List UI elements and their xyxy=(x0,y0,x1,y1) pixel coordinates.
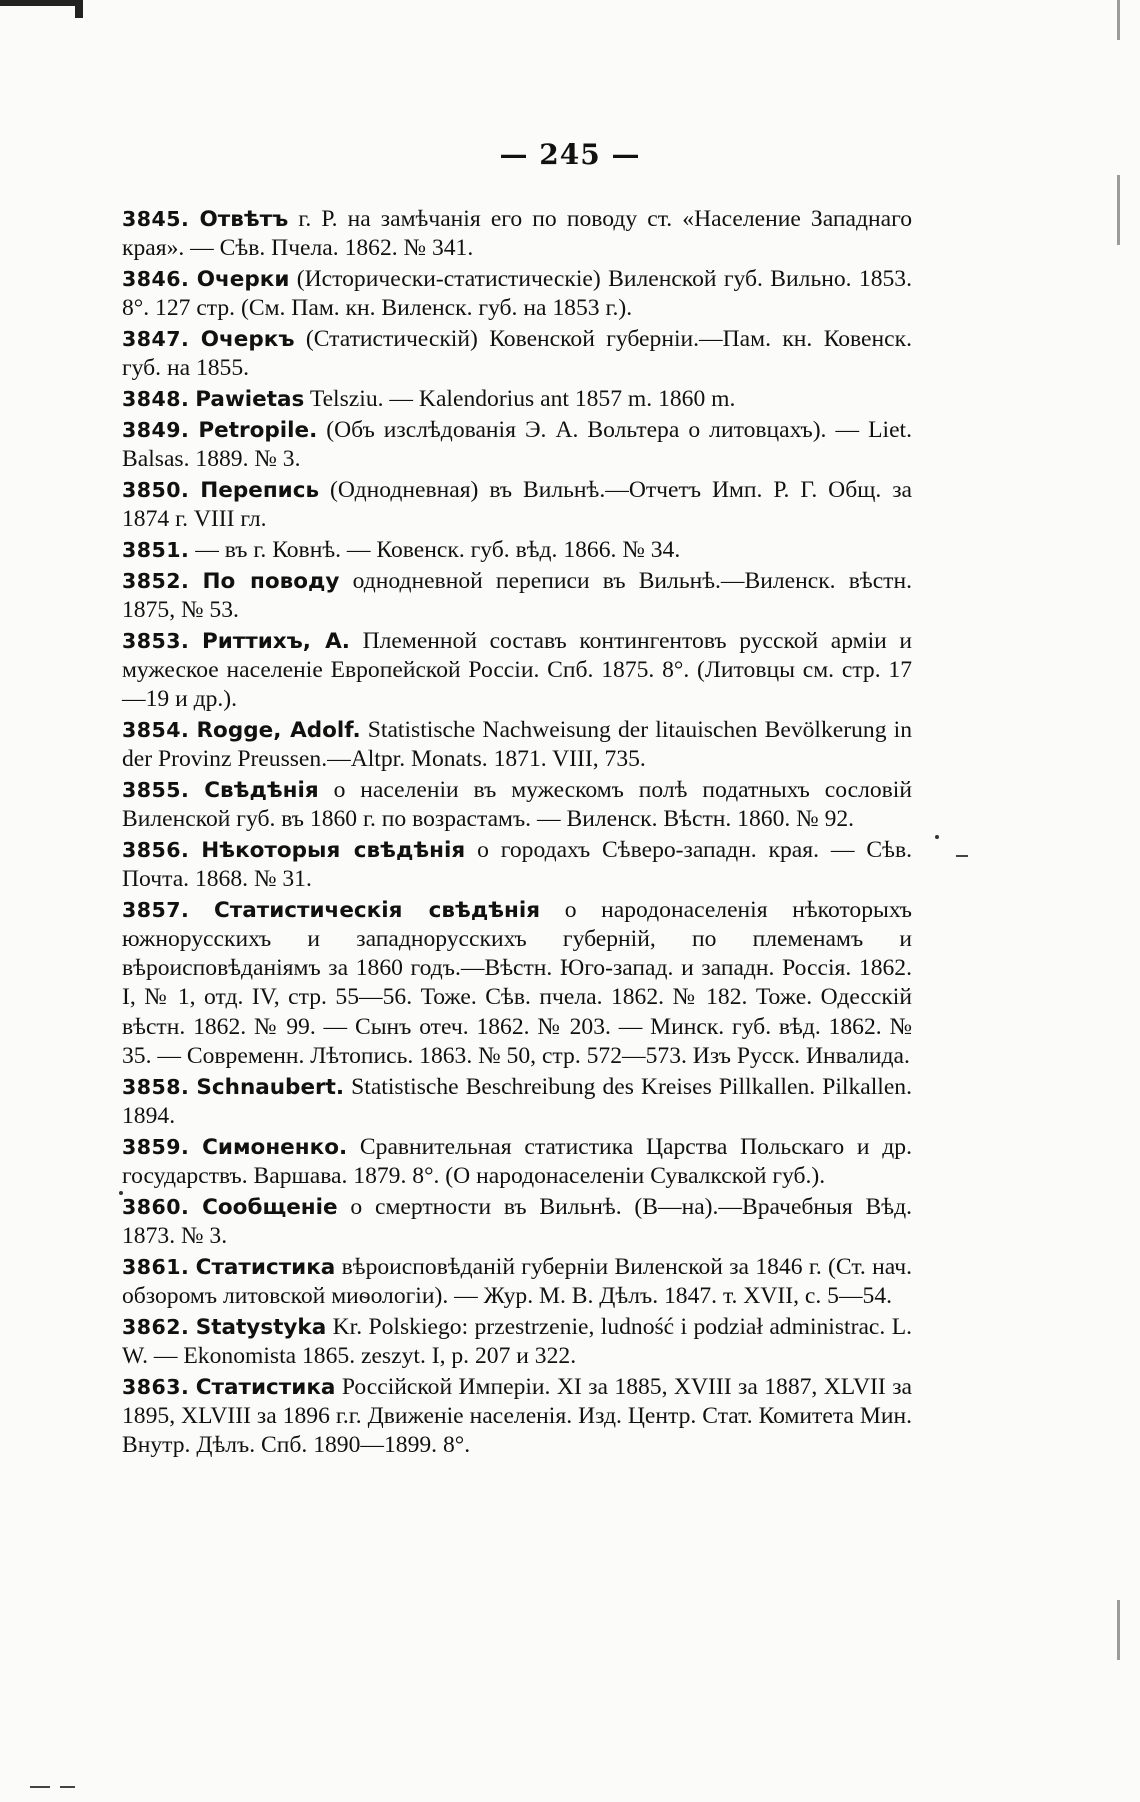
bibliography-entry xyxy=(122,205,912,263)
bibliography-entry xyxy=(122,776,912,834)
bibliography-entry xyxy=(122,385,912,414)
entry-number: 3853. xyxy=(122,628,190,653)
entry-text: Племенной составъ контингентовъ русской арміи и мужеское населеніе Европейской Россіи. Спб. 1875. 8°. (Литовцы см. стр. 17—19 и др.). xyxy=(122,627,913,712)
bibliography-entry xyxy=(122,836,912,894)
entry-text: Telsziu. — Kalendorius ant 1857 m. 1860 m. xyxy=(304,386,736,412)
right-edge-mark xyxy=(1117,1600,1120,1660)
entry-number: 3848. xyxy=(122,387,190,411)
entry-number: 3855. xyxy=(122,777,190,802)
entry-heading: Свѣдѣнія xyxy=(204,777,319,803)
entry-heading: Очерки xyxy=(196,267,290,292)
entry-number: 3852. xyxy=(122,568,190,593)
entry-heading: Petropile. xyxy=(198,417,318,443)
entry-number: 3862. xyxy=(122,1314,190,1339)
entry-heading: Перепись xyxy=(200,477,320,503)
entry-heading: Нѣкоторыя свѣдѣнія xyxy=(201,837,466,863)
bibliography-entry xyxy=(122,567,912,625)
margin-dot xyxy=(935,835,939,839)
bibliography-entry xyxy=(122,716,912,774)
bibliography-entry xyxy=(122,1193,912,1251)
entry-text: — въ г. Ковнѣ. — Ковенск. губ. вѣд. 1866. № 34. xyxy=(189,536,681,563)
margin-dash xyxy=(956,855,968,857)
entry-number: 3850. xyxy=(122,477,190,502)
entry-number: 3857. xyxy=(122,897,190,922)
entry-number: 3846. xyxy=(122,267,190,291)
bibliography-entry xyxy=(122,1073,912,1131)
bibliography-entry xyxy=(122,325,912,383)
entry-heading: Статистическія свѣдѣнія xyxy=(214,897,541,923)
entry-number: 3861. xyxy=(122,1254,190,1279)
bibliography-entry xyxy=(122,627,912,715)
bibliography-entry xyxy=(122,416,912,474)
entry-number: 3849. xyxy=(122,417,190,442)
entry-heading: Очеркъ xyxy=(200,327,295,352)
entry-heading: Сообщеніе xyxy=(202,1194,338,1220)
bibliography-entry xyxy=(122,1313,912,1371)
entry-number: 3856. xyxy=(122,837,190,862)
entry-number: 3860. xyxy=(122,1194,190,1219)
entry-text: (Однодневная) въ Вильнѣ.—Отчетъ Имп. Р. Г. Общ. за 1874 г. VIII гл. xyxy=(122,476,912,532)
bibliography-entry xyxy=(122,476,912,534)
corner-mark xyxy=(0,0,83,18)
entry-heading: Симоненко. xyxy=(202,1134,348,1160)
entry-heading: Статистика xyxy=(195,1254,336,1280)
bottom-dash xyxy=(30,1786,50,1788)
entry-number: 3854. xyxy=(122,717,190,742)
entry-text: вѣроисповѣданій губерніи Виленской за 1846 г. (Ст. нач. обзоромъ литовской миѳологіи). — Жур. М. В. Дѣлъ. 1847. т. XVII, с. 5—54. xyxy=(122,1253,912,1309)
bibliography-list xyxy=(122,205,912,1462)
entry-heading: Риттихъ, А. xyxy=(201,628,350,654)
entry-heading: По поводу xyxy=(202,568,340,594)
entry-heading: Отвѣтъ xyxy=(199,207,289,232)
entry-heading: Pawietas xyxy=(195,387,305,412)
entry-text: о народонаселенія нѣкоторыхъ южнорусскихъ и западнорусскихъ губерній, по племенамъ и вѣроисповѣданіямъ за 1860 годъ.—Вѣстн. Юго-запад. и западн. Россія. 1862. I, № 1, отд. IV, стр. 55—56. Тоже. Сѣв. пчела. 1862. № 182. Тоже. Одесскій вѣстн. 1862. № 99. — Сынъ отеч. 1862. № 203. — Минск. губ. вѣд. 1862. № 35. — Современн. Лѣтопись. 1863. № 50, стр. 572—573. Изъ Русск. Инвалида. xyxy=(122,896,912,1069)
entry-heading: Statystyka xyxy=(195,1314,327,1340)
entry-heading: Rogge, Adolf. xyxy=(196,717,361,743)
entry-number: 3859. xyxy=(122,1134,190,1159)
bibliography-entry xyxy=(122,265,912,323)
entry-heading: Schnaubert. xyxy=(196,1074,345,1100)
entry-text: Statistische Beschreibung des Kreises Pillkallen. Pilkallen. 1894. xyxy=(122,1073,912,1129)
page-number: — 245 — xyxy=(499,138,641,171)
entry-number: 3847. xyxy=(122,327,190,351)
entry-number: 3858. xyxy=(122,1074,190,1099)
entry-heading: Статистика xyxy=(195,1374,336,1400)
bibliography-entry xyxy=(122,1133,912,1191)
right-edge-mark xyxy=(1117,0,1120,40)
entry-number: 3851. xyxy=(122,537,190,562)
entry-text: о городахъ Сѣверо-западн. края. — Сѣв. Почта. 1868. № 31. xyxy=(122,836,912,892)
entry-text: г. Р. на замѣчанія его по поводу ст. «Население Западнаго края». — Сѣв. Пчела. 1862. № 341. xyxy=(122,206,912,262)
entry-text: (Статистическій) Ковенской губерніи.—Пам. кн. Ковенск. губ. на 1855. xyxy=(122,326,912,382)
entry-text: однодневной переписи въ Вильнѣ.—Виленск. вѣстн. 1875, № 53. xyxy=(122,567,913,623)
right-edge-mark xyxy=(1117,175,1120,245)
entry-text: о населеніи въ мужескомъ полѣ податныхъ сословій Виленской губ. въ 1860 г. по возрастамъ. — Виленск. Вѣстн. 1860. № 92. xyxy=(122,776,912,832)
bibliography-entry xyxy=(122,1373,912,1461)
bottom-dash xyxy=(60,1786,75,1788)
entry-text: Россійской Имперіи. XI за 1885, XVIII за 1887, XLVII за 1895, XLVIII за 1896 г.г. Движеніе населенія. Изд. Центр. Стат. Комитета Мин. Внутр. Дѣлъ. Спб. 1890—1899. 8°. xyxy=(122,1373,912,1459)
entry-text: Kr. Polskiego: przestrzenie, ludność i podział administrac. L. W. — Ekonomista 1865. zeszyt. I, p. 207 и 322. xyxy=(122,1313,912,1369)
bibliography-entry xyxy=(122,536,912,565)
entry-text: (Исторически-статистическіе) Виленской губ. Вильно. 1853. 8°. 127 стр. (См. Пам. кн. Виленск. губ. на 1853 г.). xyxy=(122,266,912,322)
entry-text: о смертности въ Вильнѣ. (В—на).—Врачебныя Вѣд. 1873. № 3. xyxy=(122,1193,912,1249)
entry-text: (Объ изслѣдованія Э. А. Вольтера о литовцахъ). — Liet. Balsas. 1889. № 3. xyxy=(122,416,912,472)
entry-number: 3863. xyxy=(122,1374,190,1399)
bibliography-entry xyxy=(122,896,912,1071)
entry-text: Statistische Nachweisung der litauischen Bevölkerung in der Provinz Preussen.—Altpr. Monats. 1871. VIII, 735. xyxy=(122,716,913,772)
entry-number: 3845. xyxy=(122,207,190,231)
entry-text: Сравнительная статистика Царства Польскаго и др. государствъ. Варшава. 1879. 8°. (О народонаселеніи Сувалкской губ.). xyxy=(122,1133,913,1189)
bibliography-entry xyxy=(122,1253,912,1311)
